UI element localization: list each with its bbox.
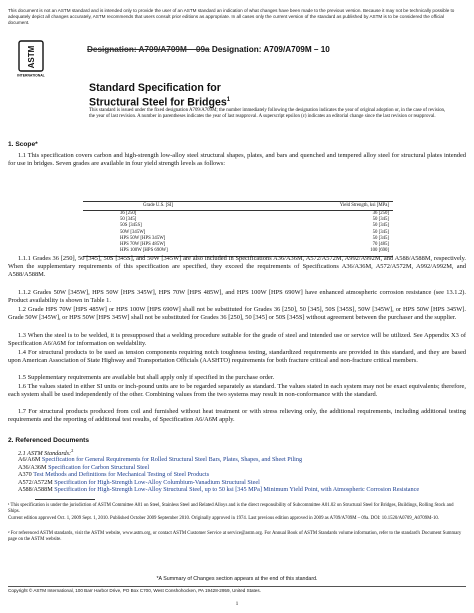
footnote-2: ² For referenced ASTM standards, visit the ASTM website, www.astm.org, or contact ASTM Customer Service at service@astm.org. For Annual Book of ASTM Standards volume information, refer to the standard's Document Summary page on the ASTM website. bbox=[8, 531, 462, 542]
para-1-3: 1.3 When the steel is to be welded, it is presupposed that a welding procedure suitable for the grade of steel and intended use or service will be utilized. See Appendix X3 of Specification A6/A6M for information on weldability. bbox=[8, 332, 466, 348]
para-1-5: 1.5 Supplementary requirements are available but shall apply only if specified in the purchase order. bbox=[18, 374, 275, 381]
page-title bbox=[89, 82, 230, 109]
list-item: A6/A6M Specification for General Requirements for Rolled Structural Steel Bars, Plates, Shapes, and Sheet Piling bbox=[18, 456, 303, 463]
para-1-2: 1.2 Grade HPS 70W [HPS 485W] or HPS 100W [HPS 690W] shall not be substituted for Grades 36 [250], 50 [345], 50S [345S], 50W [345W], or HPS 50W [HPS 345W]. Grade 50W [345W], or HPS 50W [HPS 345W] shall not be substituted for Grades 36 [250], 50 [345] or 50S [345S] without agreement between the purchaser and the supplier. bbox=[8, 306, 466, 322]
para-1-4: 1.4 For structural products to be used as tension components requiring notch toughness testing, standardized requirements are provided in this standard, and they are based upon American Association of State Highway and Transportation Officials (AASHTO) requirements for both fracture critical and non-fracture critical members. bbox=[8, 349, 466, 365]
title-line-1: Standard Specification for bbox=[89, 82, 221, 94]
table-row: 50S [345S] 50 [345] bbox=[120, 223, 389, 229]
list-item: A572/A572M Specification for High-Strength Low-Alloy Columbium-Vanadium Structural Steel bbox=[18, 478, 260, 486]
astm-logo-icon bbox=[17, 40, 45, 78]
table-row: HPS 50W [HPS 345W] 50 [345] bbox=[120, 235, 389, 241]
title-line-2: Structural Steel for Bridges bbox=[89, 96, 227, 109]
references-subheading: 2.1 ASTM Standards:$^2$ bbox=[18, 448, 74, 458]
old-designation: Designation: A709/A709M – 09a bbox=[87, 45, 210, 54]
document-notice: This document is not an ASTM standard and is intended only to provide the user of an ASTM standard an indication of what changes have been made to the previous version. Because it may not be technically possible to adequately depict all changes accurately, ASTM recommends that users consult prior editions as appropriate. In all cases only the current version of the standard as published by ASTM is to be considered the official document. bbox=[8, 8, 455, 25]
reference-link[interactable]: Test Methods and Definitions for Mechanical Testing of Steel Products bbox=[33, 471, 210, 479]
references-heading: 2. Referenced Documents bbox=[8, 437, 89, 444]
footnote-divider bbox=[35, 499, 95, 500]
title-footnote-mark: 1 bbox=[226, 97, 231, 103]
table-row: HPS 100W [HPS 690W] 100 [690] bbox=[120, 248, 389, 254]
scope-heading: 1. Scope* bbox=[8, 141, 38, 148]
list-item: A588/A588M Specification for High-Strength Low-Alloy Structural Steel, up to 50 ksi [345 MPa] Minimum Yield Point, with Atmospheric Corrosion Resistance bbox=[18, 486, 420, 494]
reference-link[interactable]: Specification for General Requirements for Rolled Structural Steel Bars, Plates, Shapes, and Sheet Piling bbox=[41, 456, 303, 463]
list-item: A36/A36M Specification for Carbon Structural Steel bbox=[18, 463, 150, 471]
page-number: 1 bbox=[235, 601, 239, 607]
table-row: HPS 70W [HPS 485W] 70 [485] bbox=[120, 241, 389, 247]
table-row: 50 [345] 50 [345] bbox=[120, 217, 389, 223]
grade-table bbox=[83, 201, 393, 257]
reference-link[interactable]: Specification for Carbon Structural Steel bbox=[48, 463, 150, 471]
svg-text:ASTM: ASTM bbox=[27, 45, 36, 69]
reference-link[interactable]: Specification for High-Strength Low-Alloy Structural Steel, up to 50 ksi [345 MPa] Minimum Yield Point, with Atmospheric Corrosion Resistance bbox=[54, 486, 420, 494]
table-row: 50W [345W] 50 [345] bbox=[120, 229, 389, 235]
summary-of-changes-note: *A Summary of Changes section appears at the end of this standard. bbox=[156, 576, 318, 582]
list-item: A370 Test Methods and Definitions for Mechanical Testing of Steel Products bbox=[18, 471, 210, 479]
table-row: 36 [250] 36 [250] bbox=[120, 211, 389, 216]
table-header-grade: Grade U.S. [SI] bbox=[143, 203, 174, 208]
copyright-line: Copyright © ASTM International, 100 Barr Harbor Drive, PO Box C700, West Conshohocken, PA 19428-2959, United States. bbox=[8, 586, 466, 593]
para-1-6: 1.6 The values stated in either SI units or inch-pound units are to be regarded separately as standard. The values stated in each system may not be exact equivalents; therefore, each system shall be used independently of the other. Combining values from the two systems may result in non-conformance with the standard. bbox=[8, 383, 466, 399]
reference-list bbox=[18, 456, 458, 494]
table-header-yield: Yield Strength, ksi [MPa] bbox=[339, 203, 389, 208]
designation-line bbox=[87, 45, 330, 54]
reference-link[interactable]: Specification for High-Strength Low-Alloy Columbium-Vanadium Structural Steel bbox=[54, 478, 260, 486]
issued-statement: This standard is issued under the fixed designation A709/A709M; the number immediately following the designation indicates the year of original adoption or, in the case of revision, the year of last revision. A number in parentheses indicates the year of last reapproval. A superscript epsilon (ε) indicates an editorial change since the last revision or reapproval. bbox=[89, 108, 446, 120]
svg-text:INTERNATIONAL: INTERNATIONAL bbox=[17, 73, 45, 78]
footnote-1: ¹ This specification is under the jurisdiction of ASTM Committee A01 on Steel, Stainless Steel and Related Alloys and is the direct responsibility of Subcommittee A01.02 on Structural Steel for Bridges, Buildings, Rolling Stock and Ships. bbox=[8, 503, 454, 514]
footnote-1-edition: Current edition approved Oct. 1, 2009 Sept. 1, 2010. Published October 2009 September 2010. Originally approved in 1974. Last previous edition approved in 2009 as A709/A709M – 09a. DOI: 10.1520/A0709_A0709M-10. bbox=[8, 516, 439, 521]
para-1-1-2: 1.1.2 Grades 50W [345W], HPS 50W [HPS 345W], HPS 70W [HPS 485W], and HPS 100W [HPS 690W] have enhanced atmospheric corrosion resistance (see 13.1.2). Product availability is shown in Table 1. bbox=[8, 289, 466, 305]
new-designation: Designation: A709/A709M – 10 bbox=[211, 45, 330, 54]
para-1-1: 1.1 This specification covers carbon and high-strength low-alloy steel structural shapes, plates, and bars and quenched and tempered alloy steel for structural plates intended for use in bridges. Seven grades are available in four yield strength levels as follows: bbox=[8, 152, 466, 168]
para-1-1-1: 1.1.1 Grades 36 [250], 50 [345], 50S [345S], and 50W [345W] are also included in Specifications A36/A36M, A572/A572M, A992/A992M, and A588/A588M, respectively. When the supplementary requirements of this specification are specified, they exceed the requirements of Specifications A36/A36M, A572/A572M, A992/A992M, and A588/A588M. bbox=[8, 255, 466, 279]
para-1-7: 1.7 For structural products produced from coil and furnished without heat treatment or with stress relieving only, the additional requirements, including additional testing requirements and the reporting of additional test results, of Specification A6/A6M apply. bbox=[8, 408, 466, 424]
